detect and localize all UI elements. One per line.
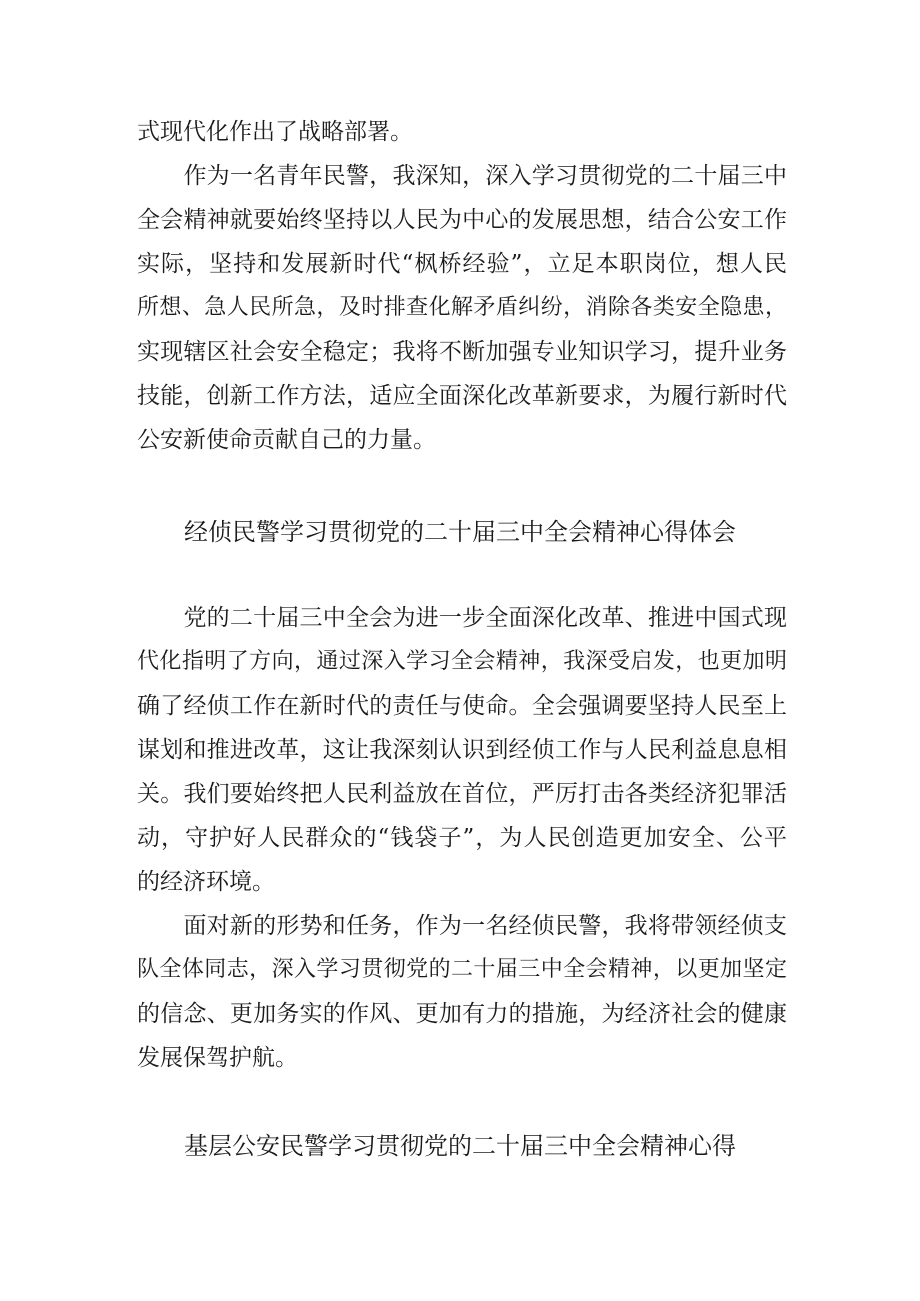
text-line: 的经济环境。 — [137, 869, 275, 895]
text-line: 党的二十届三中全会为进一步全面深化改革、推进中国式现 — [137, 605, 787, 631]
text-line: 谋划和推进改革，这让我深刻认识到经侦工作与人民利益息息相 — [137, 737, 787, 763]
text-line: 关。我们要始终把人民利益放在首位，严厉打击各类经济犯罪活 — [137, 781, 787, 807]
text-line: 确了经侦工作在新时代的责任与使命。全会强调要坚持人民至上 — [137, 693, 787, 719]
text-line: 的信念、更加务实的作风、更加有力的措施，为经济社会的健康 — [137, 1001, 787, 1027]
section-heading: 基层公安民警学习贯彻党的二十届三中全会精神心得 — [184, 1132, 736, 1160]
text-line: 技能，创新工作方法，适应全面深化改革新要求，为履行新时代 — [137, 383, 787, 409]
text-line: 队全体同志，深入学习贯彻党的二十届三中全会精神，以更加坚定 — [137, 957, 787, 982]
text-line: 公安新使命贡献自己的力量。 — [137, 427, 436, 453]
text-line: 实际，坚持和发展新时代“枫桥经验”，立足本职岗位，想人民 — [137, 251, 787, 277]
text-line: 实现辖区社会安全稳定；我将不断加强专业知识学习，提升业务 — [137, 339, 787, 365]
text-line: 全会精神就要始终坚持以人民为中心的发展思想，结合公安工作 — [137, 207, 787, 233]
text-line: 面对新的形势和任务，作为一名经侦民警，我将带领经侦支 — [137, 913, 787, 939]
text-line: 动，守护好人民群众的“钱袋子”，为人民创造更加安全、公平 — [137, 825, 787, 851]
text-line: 代化指明了方向，通过深入学习全会精神，我深受启发，也更加明 — [137, 649, 787, 674]
text-line: 所想、急人民所急，及时排查化解矛盾纠纷，消除各类安全隐患， — [137, 295, 787, 320]
text-line: 式现代化作出了战略部署。 — [137, 119, 413, 145]
text-line: 发展保驾护航。 — [137, 1045, 298, 1071]
section-heading: 经侦民警学习贯彻党的二十届三中全会精神心得体会 — [184, 518, 736, 546]
text-line: 作为一名青年民警，我深知，深入学习贯彻党的二十届三中 — [137, 163, 787, 189]
